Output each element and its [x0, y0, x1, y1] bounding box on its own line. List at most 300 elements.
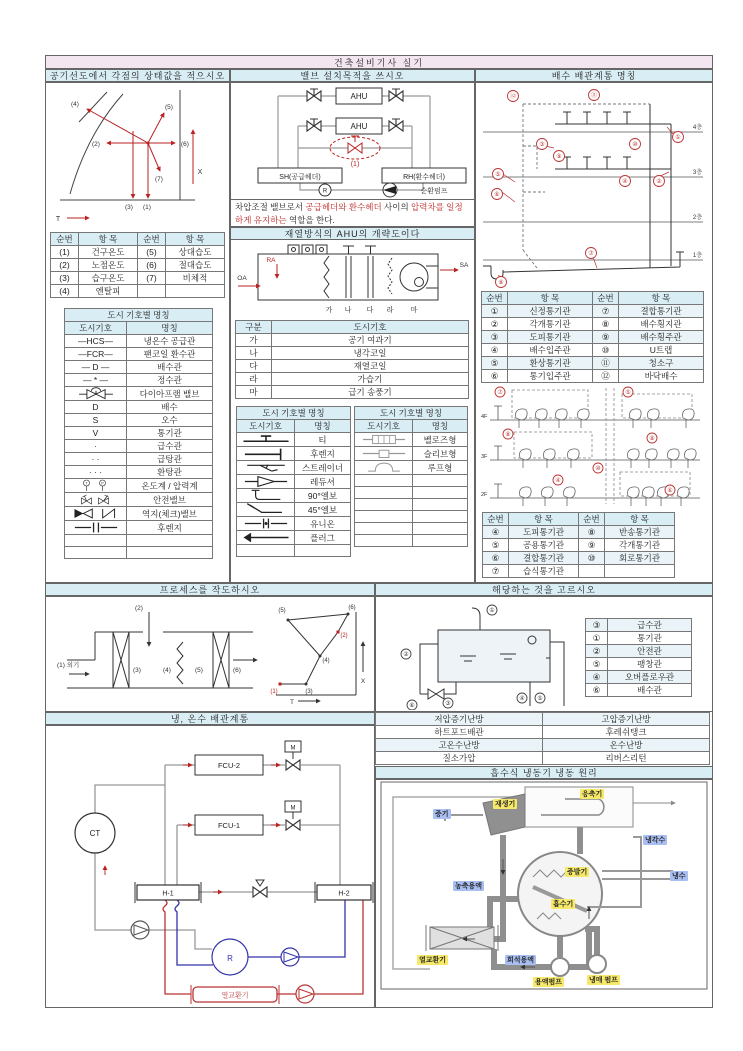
table-cell: — D —	[65, 361, 127, 374]
table-cell: ⑤	[482, 357, 508, 370]
drain-mark: ⑤	[495, 172, 501, 179]
table-cell: 도시기호	[272, 321, 469, 334]
drain-mark: ⑫	[509, 94, 517, 101]
fcu1-label: FCU-1	[217, 821, 241, 830]
table-cell	[413, 511, 468, 523]
table-cell: 환상통기관	[508, 357, 593, 370]
drain-mark: ⑦	[588, 251, 594, 258]
table-cell: 45°엘보	[295, 503, 351, 517]
table-cell: 결합통기관	[619, 305, 704, 318]
table-cell	[127, 535, 213, 547]
process-chart	[268, 600, 370, 705]
table-cell	[237, 433, 295, 447]
chart-point: (2)	[340, 633, 348, 639]
floor-label: 2층	[692, 215, 702, 221]
heat-exchanger-label: 열교환기	[419, 957, 447, 964]
refrigerant-pump-label: 냉매 펌프	[589, 977, 618, 984]
table-cell: ⑤	[586, 658, 608, 671]
part-label: 가	[325, 307, 333, 314]
fixture-mark: ⑥	[667, 488, 673, 495]
table-cell	[355, 447, 413, 461]
table-cell	[355, 433, 413, 447]
table-cell	[237, 489, 295, 503]
chart-point: (1)	[270, 689, 278, 695]
table-cell	[355, 487, 413, 499]
table-cell	[413, 475, 468, 487]
table-cell: 후렌지	[295, 447, 351, 461]
vent-table	[482, 512, 675, 578]
table-cell: 도피통기관	[509, 526, 579, 539]
table-cell	[355, 511, 413, 523]
table-cell: 순번	[138, 233, 166, 246]
chart-point: (5)	[278, 608, 286, 614]
table-cell: 안전밸브	[127, 493, 213, 507]
header2-label: H-2	[338, 890, 350, 898]
sa-label: SA	[459, 262, 469, 269]
drain-mark: ②	[656, 179, 662, 186]
table-cell: ②	[482, 318, 508, 331]
parts-table	[235, 320, 469, 399]
table-cell: 저압증기난방	[376, 713, 543, 726]
ra-label: RA	[266, 257, 276, 264]
fixture-mark: ⑦	[497, 390, 503, 397]
cooling-water-label: 냉각수	[645, 837, 666, 844]
steam-label: 증기	[435, 811, 449, 818]
page-title: 건축설비기사 실기	[45, 55, 713, 69]
vent-table	[482, 512, 675, 578]
process-label: (5)	[195, 667, 203, 674]
state-table	[50, 232, 225, 298]
table-title: 도시 기호별 명칭	[237, 407, 351, 420]
drain-mark: ⑧	[498, 280, 504, 287]
process-label: (1) 외기	[57, 662, 80, 669]
fixture-mark: ⑤	[625, 390, 631, 397]
table-cell: 정수관	[127, 374, 213, 387]
table-cell: 배수	[127, 401, 213, 414]
table-cell	[579, 565, 605, 578]
floor-label: 3층	[692, 170, 702, 176]
table-cell: 도시기호	[65, 322, 127, 335]
fixture-mark: ⑩	[595, 466, 601, 473]
floor-label: 2F	[481, 492, 488, 498]
table-cell: 구분	[236, 321, 272, 334]
table-cell: 통기관	[608, 632, 692, 645]
axis-t-label: T	[55, 216, 61, 223]
tank-mark: ⑤	[537, 696, 543, 703]
table-cell: ①	[482, 305, 508, 318]
table-cell: · · ·	[65, 466, 127, 479]
absorb-section-header: 흡수식 냉동기 냉동 원리	[375, 766, 713, 779]
table-cell: ⑧	[579, 526, 605, 539]
table-title: 도시 기호별 명칭	[355, 407, 468, 420]
table-cell: (2)	[51, 259, 79, 272]
process-label: (4)	[163, 667, 171, 674]
table-cell: 급수관	[608, 619, 692, 632]
point-label: (7)	[155, 176, 163, 183]
chilled-water-label: 냉수	[672, 873, 686, 880]
table-cell: 가습기	[272, 373, 469, 386]
table-cell: 청소구	[619, 357, 704, 370]
table-cell: 순번	[51, 233, 79, 246]
table-cell: 습구온도	[79, 272, 138, 285]
table-cell: (5)	[138, 246, 166, 259]
table-cell	[237, 447, 295, 461]
r-label: R	[322, 188, 328, 195]
chw-section-header: 냉, 온수 배관계통	[45, 712, 375, 725]
table-cell: 명칭	[413, 420, 468, 433]
heating-table	[375, 712, 710, 765]
table-cell: ⑥	[586, 684, 608, 697]
drain-table	[481, 291, 704, 383]
fixture-mark: ④	[555, 478, 561, 485]
table-cell: 팽창관	[608, 658, 692, 671]
choose-table	[585, 618, 692, 697]
table-cell	[237, 503, 295, 517]
table-cell: 명칭	[295, 420, 351, 433]
valve-purpose-diagram	[230, 82, 475, 199]
absorption-diagram	[375, 779, 713, 1008]
table-cell: ⑩	[579, 552, 605, 565]
table-cell: 환탕관	[127, 466, 213, 479]
table-cell: 결합통기관	[509, 552, 579, 565]
table-cell: 리버스리턴	[543, 752, 710, 765]
point-label: (4)	[71, 101, 79, 108]
drain-mark: ⑩	[632, 142, 638, 149]
table-cell: ⑦	[593, 305, 619, 318]
table-cell: ⑨	[593, 331, 619, 344]
table-cell: 라	[236, 373, 272, 386]
heat-exchanger-label: 열교환기	[221, 992, 249, 1000]
table-cell: 항 목	[79, 233, 138, 246]
table-cell: 명칭	[127, 322, 213, 335]
table-cell	[237, 461, 295, 475]
pump-label: 순환펌프	[420, 188, 448, 195]
symbol-table	[64, 308, 213, 559]
table-cell: 플러그	[295, 531, 351, 545]
axis-x-label: X	[197, 169, 203, 176]
table-cell: 도시기호	[355, 420, 413, 433]
floor-label: 3F	[481, 454, 488, 460]
tank-mark: ①	[489, 608, 495, 615]
heating-table	[375, 712, 710, 765]
tank-mark: ⑥	[409, 703, 415, 710]
table-cell: D	[65, 401, 127, 414]
oa-label: OA	[237, 275, 247, 282]
table-cell: — * —	[65, 374, 127, 387]
table-cell: V	[65, 427, 127, 440]
table-cell: 마	[236, 386, 272, 399]
table-cell: 슬리브형	[413, 447, 468, 461]
table-cell: U트랩	[619, 344, 704, 357]
table-cell: 반송통기관	[605, 526, 675, 539]
joint-table	[354, 406, 468, 547]
process-label: (3)	[133, 667, 141, 674]
valve-answer-text	[230, 199, 475, 227]
chw-piping-diagram	[45, 725, 375, 1008]
table-cell: 순번	[482, 292, 508, 305]
process-duct-diagram	[55, 600, 265, 705]
table-cell	[65, 521, 127, 535]
table-cell	[237, 545, 295, 557]
process-label: (2)	[135, 605, 143, 612]
table-cell: 하트포드배관	[376, 726, 543, 739]
table-cell: 비체적	[166, 272, 225, 285]
section-header-drain: 배수 배관계통 명칭	[475, 69, 713, 82]
table-cell: (1)	[51, 246, 79, 259]
drain-table	[481, 291, 704, 383]
weak-solution-label: 희석용액	[507, 957, 535, 964]
evaporator-label: 증발기	[567, 869, 588, 876]
table-cell: 질소가압	[376, 752, 543, 765]
table-cell	[237, 517, 295, 531]
table-cell: 신정통기관	[508, 305, 593, 318]
table-cell: 냉각코일	[272, 347, 469, 360]
psychrometric-chart	[45, 82, 230, 228]
table-cell: 나	[236, 347, 272, 360]
table-cell: 항 목	[508, 292, 593, 305]
table-cell: 배수관	[608, 684, 692, 697]
state-table	[50, 232, 225, 298]
table-cell: 티	[295, 433, 351, 447]
table-cell: 공용통기관	[509, 539, 579, 552]
callout-number: (1)	[350, 161, 360, 168]
drain-mark: ⑪	[590, 93, 598, 100]
table-cell	[65, 507, 127, 521]
table-cell: ⑨	[579, 539, 605, 552]
table-cell: 90°엘보	[295, 489, 351, 503]
point-label: (6)	[181, 141, 189, 148]
answer-seg: 차압조절 밸브로서	[235, 202, 306, 212]
parts-table	[235, 320, 469, 399]
tank-mark: ②	[403, 652, 409, 659]
table-cell: 배수입주관	[508, 344, 593, 357]
fixture-mark: ⑧	[505, 432, 511, 439]
svg-text:T: T	[84, 481, 88, 486]
table-cell: 재열코일	[272, 360, 469, 373]
table-cell: 냉온수 공급관	[127, 335, 213, 348]
table-cell: 후렌지	[127, 521, 213, 535]
table-cell	[65, 547, 127, 559]
table-cell: 노점온도	[79, 259, 138, 272]
table-cell	[355, 535, 413, 547]
fitting-table	[236, 406, 351, 557]
table-cell: ⑧	[593, 318, 619, 331]
table-cell	[65, 479, 127, 493]
table-cell: 항 목	[605, 513, 675, 526]
svg-text:P: P	[100, 481, 104, 486]
table-cell	[65, 387, 127, 401]
table-cell	[138, 285, 166, 298]
table-cell: 오수	[127, 414, 213, 427]
table-cell: 팬코일 환수관	[127, 348, 213, 361]
table-cell: 스트레이너	[295, 461, 351, 475]
table-cell: ⑦	[483, 565, 509, 578]
strong-solution-label: 농축용액	[455, 883, 483, 890]
answer-seg: 사이의	[381, 202, 412, 212]
floor-label: 1층	[692, 253, 702, 259]
table-cell: 습식통기관	[509, 565, 579, 578]
table-cell: 회로통기관	[605, 552, 675, 565]
answer-seg: 공급헤더와 환수헤더	[305, 202, 382, 212]
table-cell: 배수횡지관	[619, 318, 704, 331]
solution-pump-label: 용액펌프	[535, 979, 563, 986]
part-label: 마	[410, 307, 418, 314]
table-cell: ④	[483, 526, 509, 539]
answer-seg: 압력차를 일정하게 유지하는	[235, 202, 463, 225]
ahu-box-label: AHU	[350, 92, 368, 101]
table-cell	[605, 565, 675, 578]
table-cell: ③	[482, 331, 508, 344]
chart-point: (4)	[322, 658, 330, 664]
table-cell	[413, 487, 468, 499]
table-cell: 후레쉬탱크	[543, 726, 710, 739]
ahu-section-header: 재열방식의 AHU의 개략도이다	[230, 227, 475, 240]
table-cell: · ·	[65, 453, 127, 466]
table-cell: 각개통기관	[508, 318, 593, 331]
table-cell: 항 목	[619, 292, 704, 305]
table-cell: (6)	[138, 259, 166, 272]
table-cell: 역지(체크)밸브	[127, 507, 213, 521]
table-cell: 급기 송풍기	[272, 386, 469, 399]
table-cell	[65, 493, 127, 507]
table-cell: ⑥	[482, 370, 508, 383]
process-label: (6)	[233, 667, 241, 674]
table-cell: ③	[586, 619, 608, 632]
table-cell: 순번	[593, 292, 619, 305]
table-cell: (3)	[51, 272, 79, 285]
part-label: 라	[386, 307, 394, 314]
table-title: 도시 기호별 명칭	[65, 309, 213, 322]
table-cell: 고압증기난방	[543, 713, 710, 726]
table-cell: 다	[236, 360, 272, 373]
table-cell: 레듀셔	[295, 475, 351, 489]
table-cell: ⑤	[483, 539, 509, 552]
table-cell: ⑪	[593, 357, 619, 370]
drain-mark: ③	[539, 142, 545, 149]
table-cell: 순번	[579, 513, 605, 526]
chiller-label: R	[227, 954, 233, 963]
fitting-table	[236, 406, 351, 557]
table-cell: 상대습도	[166, 246, 225, 259]
answer-seg: 역할을 한다.	[286, 215, 335, 225]
axis-t-label: T	[290, 699, 294, 705]
choose-section-header: 해당하는 것을 고르시오	[375, 583, 713, 596]
table-cell: 벨로즈형	[413, 433, 468, 447]
drain-mark: ⑥	[494, 192, 500, 199]
section-header-psychro: 공기선도에서 각점의 상태값을 적으시오	[45, 69, 230, 82]
table-cell: 온도계 / 압력계	[127, 479, 213, 493]
absorber-label: 흡수기	[553, 901, 574, 908]
chart-point: (6)	[348, 605, 356, 611]
table-cell: 고온수난방	[376, 739, 543, 752]
part-label: 나	[344, 307, 352, 314]
supply-header-label: SH(공급헤더)	[279, 174, 321, 181]
drain-system-diagram	[475, 82, 713, 288]
table-cell: 급수관	[127, 440, 213, 453]
table-cell: 가	[236, 334, 272, 347]
table-cell: 항 목	[509, 513, 579, 526]
table-cell	[295, 545, 351, 557]
table-cell: S	[65, 414, 127, 427]
table-cell: ⑥	[483, 552, 509, 565]
table-cell: 공기 여과기	[272, 334, 469, 347]
table-cell: 루프형	[413, 461, 468, 475]
table-cell: 급탕관	[127, 453, 213, 466]
table-cell: 각개통기관	[605, 539, 675, 552]
part-label: 다	[366, 307, 374, 314]
table-cell: 항 목	[166, 233, 225, 246]
table-cell: 다이아프램 밸브	[127, 387, 213, 401]
table-cell: 도시기호	[237, 420, 295, 433]
table-cell: ②	[586, 645, 608, 658]
table-cell: ④	[586, 671, 608, 684]
process-section-header: 프로세스를 작도하시오	[45, 583, 375, 596]
table-cell: 오버플로우관	[608, 671, 692, 684]
table-cell: ①	[586, 632, 608, 645]
return-header-label: RH(환수헤더)	[403, 174, 445, 181]
table-cell	[65, 535, 127, 547]
motor-valve-label: M	[290, 745, 296, 752]
section-header-valve: 밸브 설치목적을 쓰시오	[230, 69, 475, 82]
table-cell: 유니온	[295, 517, 351, 531]
table-cell: 바닥배수	[619, 370, 704, 383]
table-cell: 절대습도	[166, 259, 225, 272]
table-cell: —HCS—	[65, 335, 127, 348]
cooling-tower-label: CT	[89, 829, 101, 838]
table-cell: 배수횡주관	[619, 331, 704, 344]
table-cell: (4)	[51, 285, 79, 298]
drain-mark: ④	[622, 179, 628, 186]
table-cell: 순번	[483, 513, 509, 526]
absorption-svg	[375, 779, 713, 1008]
table-cell: 도피통기관	[508, 331, 593, 344]
point-label: (2)	[92, 141, 100, 148]
tank-diagram	[380, 598, 580, 710]
table-cell	[413, 523, 468, 535]
table-cell: (7)	[138, 272, 166, 285]
table-cell	[127, 547, 213, 559]
table-cell	[237, 475, 295, 489]
table-cell: ⑩	[593, 344, 619, 357]
table-cell	[355, 461, 413, 475]
symbol-table	[64, 308, 213, 559]
fcu2-label: FCU-2	[217, 761, 241, 770]
table-cell: 안전관	[608, 645, 692, 658]
ahu-box-label: AHU	[350, 122, 368, 131]
motor-valve-label: M	[290, 805, 296, 812]
generator-label: 재생기	[495, 801, 516, 808]
header1-label: H-1	[162, 890, 174, 898]
fixture-mark: ⑨	[649, 436, 655, 443]
table-cell	[413, 535, 468, 547]
table-cell	[413, 499, 468, 511]
table-cell: 엔탈피	[79, 285, 138, 298]
table-cell	[237, 531, 295, 545]
table-cell: ⑫	[593, 370, 619, 383]
drain-mark: ①	[675, 135, 681, 142]
table-cell: 온수난방	[543, 739, 710, 752]
table-cell: 건구온도	[79, 246, 138, 259]
table-cell	[355, 475, 413, 487]
table-cell	[355, 523, 413, 535]
point-label: (1)	[143, 204, 151, 211]
condenser-label: 응축기	[582, 791, 603, 798]
tank-mark: ④	[519, 696, 525, 703]
table-cell: 배수관	[127, 361, 213, 374]
ahu-schematic	[230, 240, 475, 316]
tank-mark: ③	[445, 701, 451, 708]
point-label: (3)	[125, 204, 133, 211]
